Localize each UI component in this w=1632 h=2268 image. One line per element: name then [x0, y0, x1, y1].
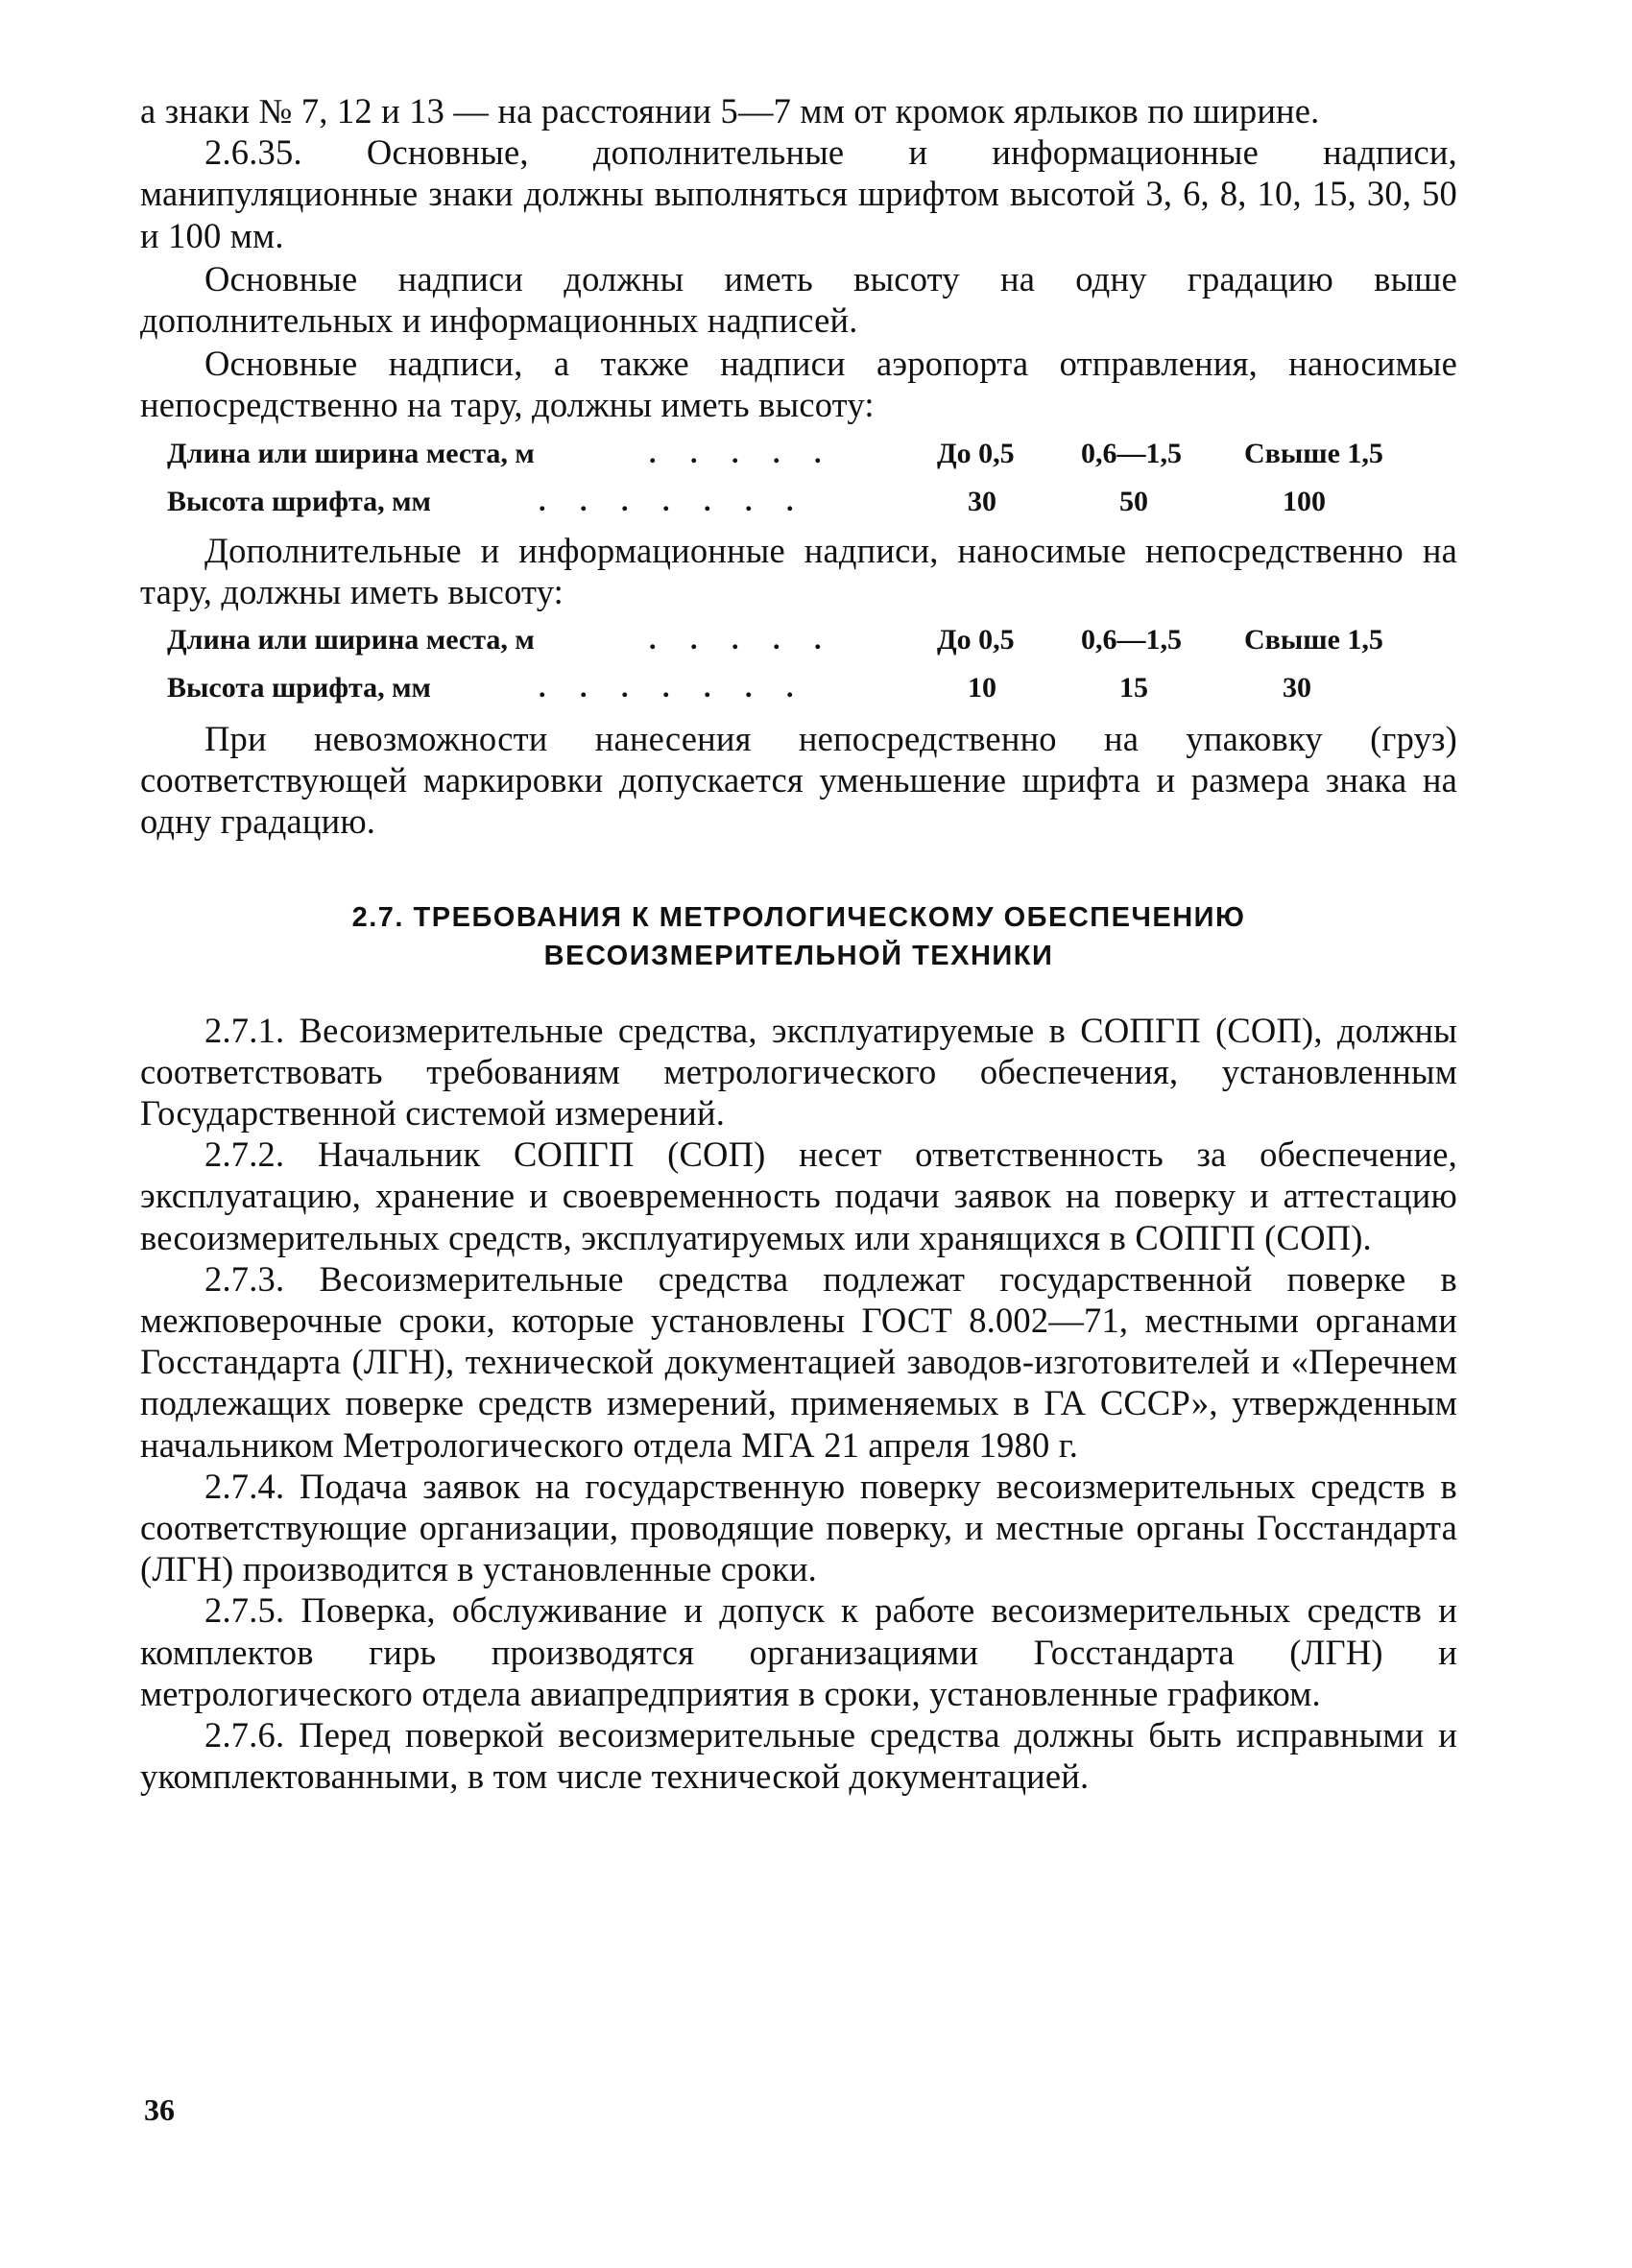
row-label: Высота шрифта, мм: [167, 485, 431, 517]
paragraph-reduction: При невозможности нанесения непосредственно на упаковку (груз) соответствующей маркировки допускается уменьшение шрифта и размера знака на одну градацию.: [140, 719, 1457, 842]
table-cell: 10: [968, 672, 996, 704]
page-number: 36: [144, 2092, 175, 2127]
paragraph-2-7-3: 2.7.3. Весоизмерительные средства подлежат государственной поверке в межповерочные сроки, которые установлены ГОСТ 8.002—71, местными органами Госстандарта (ЛГН), технической документацией заводов-изготовителей и «Перечнем подлежащих поверке средств измерений, применяемых в ГА СССР», утвержденным начальником Метрологического отдела МГА 21 апреля 1980 г.: [140, 1258, 1457, 1465]
paragraph-2-6-35: 2.6.35. Основные, дополнительные и информационные надписи, манипуляционные знаки должны выполняться шрифтом высотой 3, 6, 8, 10, 15, 30, 50 и 100 мм.: [140, 132, 1457, 255]
table-cell: До 0,5: [937, 624, 1015, 657]
paragraph-main-inscriptions-height: Основные надписи должны иметь высоту на одну градацию выше дополнительных и информационных надписей.: [140, 258, 1457, 341]
section-heading: [140, 898, 1457, 975]
table-cell: 50: [1119, 485, 1148, 517]
table-cell: 30: [968, 485, 996, 517]
paragraph-additional-inscriptions: Дополнительные и информационные надписи, наносимые непосредственно на тару, должны иметь высоту:: [140, 530, 1457, 611]
paragraph-2-7-2: 2.7.2. Начальник СОПГП (СОП) несет ответственность за обеспечение, эксплуатацию, хранение и своевременность подачи заявок на поверку и аттестацию весоизмерительных средств, эксплуатируемых или хранящихся в СОПГП (СОП).: [140, 1134, 1457, 1257]
leader-dots: . . . . .: [649, 437, 835, 469]
row-label: Длина или ширина места, м: [167, 624, 535, 657]
table-cell: До 0,5: [937, 437, 1015, 469]
table-cell: 15: [1119, 672, 1148, 704]
table-cell: 30: [1283, 672, 1311, 704]
table-cell: 0,6—1,5: [1081, 624, 1182, 657]
section-heading-line: 2.7. ТРЕБОВАНИЯ К МЕТРОЛОГИЧЕСКОМУ ОБЕСПЕЧЕНИЮ: [351, 901, 1246, 933]
table-main-inscriptions: [140, 430, 1457, 526]
row-label: Длина или ширина места, м: [167, 437, 535, 469]
paragraph-2-7-1: 2.7.1. Весоизмерительные средства, эксплуатируемые в СОПГП (СОП), должны соответствовать требованиям метрологического обеспечения, установленным Государственной системой измерений.: [140, 1010, 1457, 1134]
table-row: [140, 430, 1457, 478]
leader-dots: . . . . . . .: [539, 485, 807, 517]
table-cell: Свыше 1,5: [1244, 437, 1383, 469]
table-cell: 0,6—1,5: [1081, 437, 1182, 469]
row-label: Высота шрифта, мм: [167, 672, 431, 704]
leader-dots: . . . . .: [649, 624, 835, 657]
paragraph-2-7-6: 2.7.6. Перед поверкой весоизмерительные средства должны быть исправными и укомплектованными, в том числе технической документацией.: [140, 1715, 1457, 1797]
paragraph-continuation: а знаки № 7, 12 и 13 — на расстоянии 5—7 мм от кромок ярлыков по ширине.: [140, 91, 1320, 131]
table-additional-inscriptions: [140, 616, 1457, 712]
table-row: [140, 478, 1457, 526]
table-cell: Свыше 1,5: [1244, 624, 1383, 657]
section-heading-line: ВЕСОИЗМЕРИТЕЛЬНОЙ ТЕХНИКИ: [543, 940, 1054, 971]
table-row: [140, 616, 1457, 664]
paragraph-2-7-5: 2.7.5. Поверка, обслуживание и допуск к работе весоизмерительных средств и комплектов гирь производятся организациями Госстандарта (ЛГН) и метрологического отдела авиапредприятия в сроки, установленные графиком.: [140, 1590, 1457, 1713]
paragraph-main-inscriptions-tare: Основные надписи, а также надписи аэропорта отправления, наносимые непосредственно на тару, должны иметь высоту:: [140, 344, 1457, 425]
table-row: [140, 664, 1457, 712]
leader-dots: . . . . . . .: [539, 672, 807, 704]
document-page: [140, 90, 1457, 1798]
paragraph-2-7-4: 2.7.4. Подача заявок на государственную поверку весоизмерительных средств в соответствующие организации, проводящие поверку, и местные органы Госстандарта (ЛГН) производится в установленные сроки.: [140, 1466, 1457, 1589]
table-cell: 100: [1283, 485, 1326, 517]
